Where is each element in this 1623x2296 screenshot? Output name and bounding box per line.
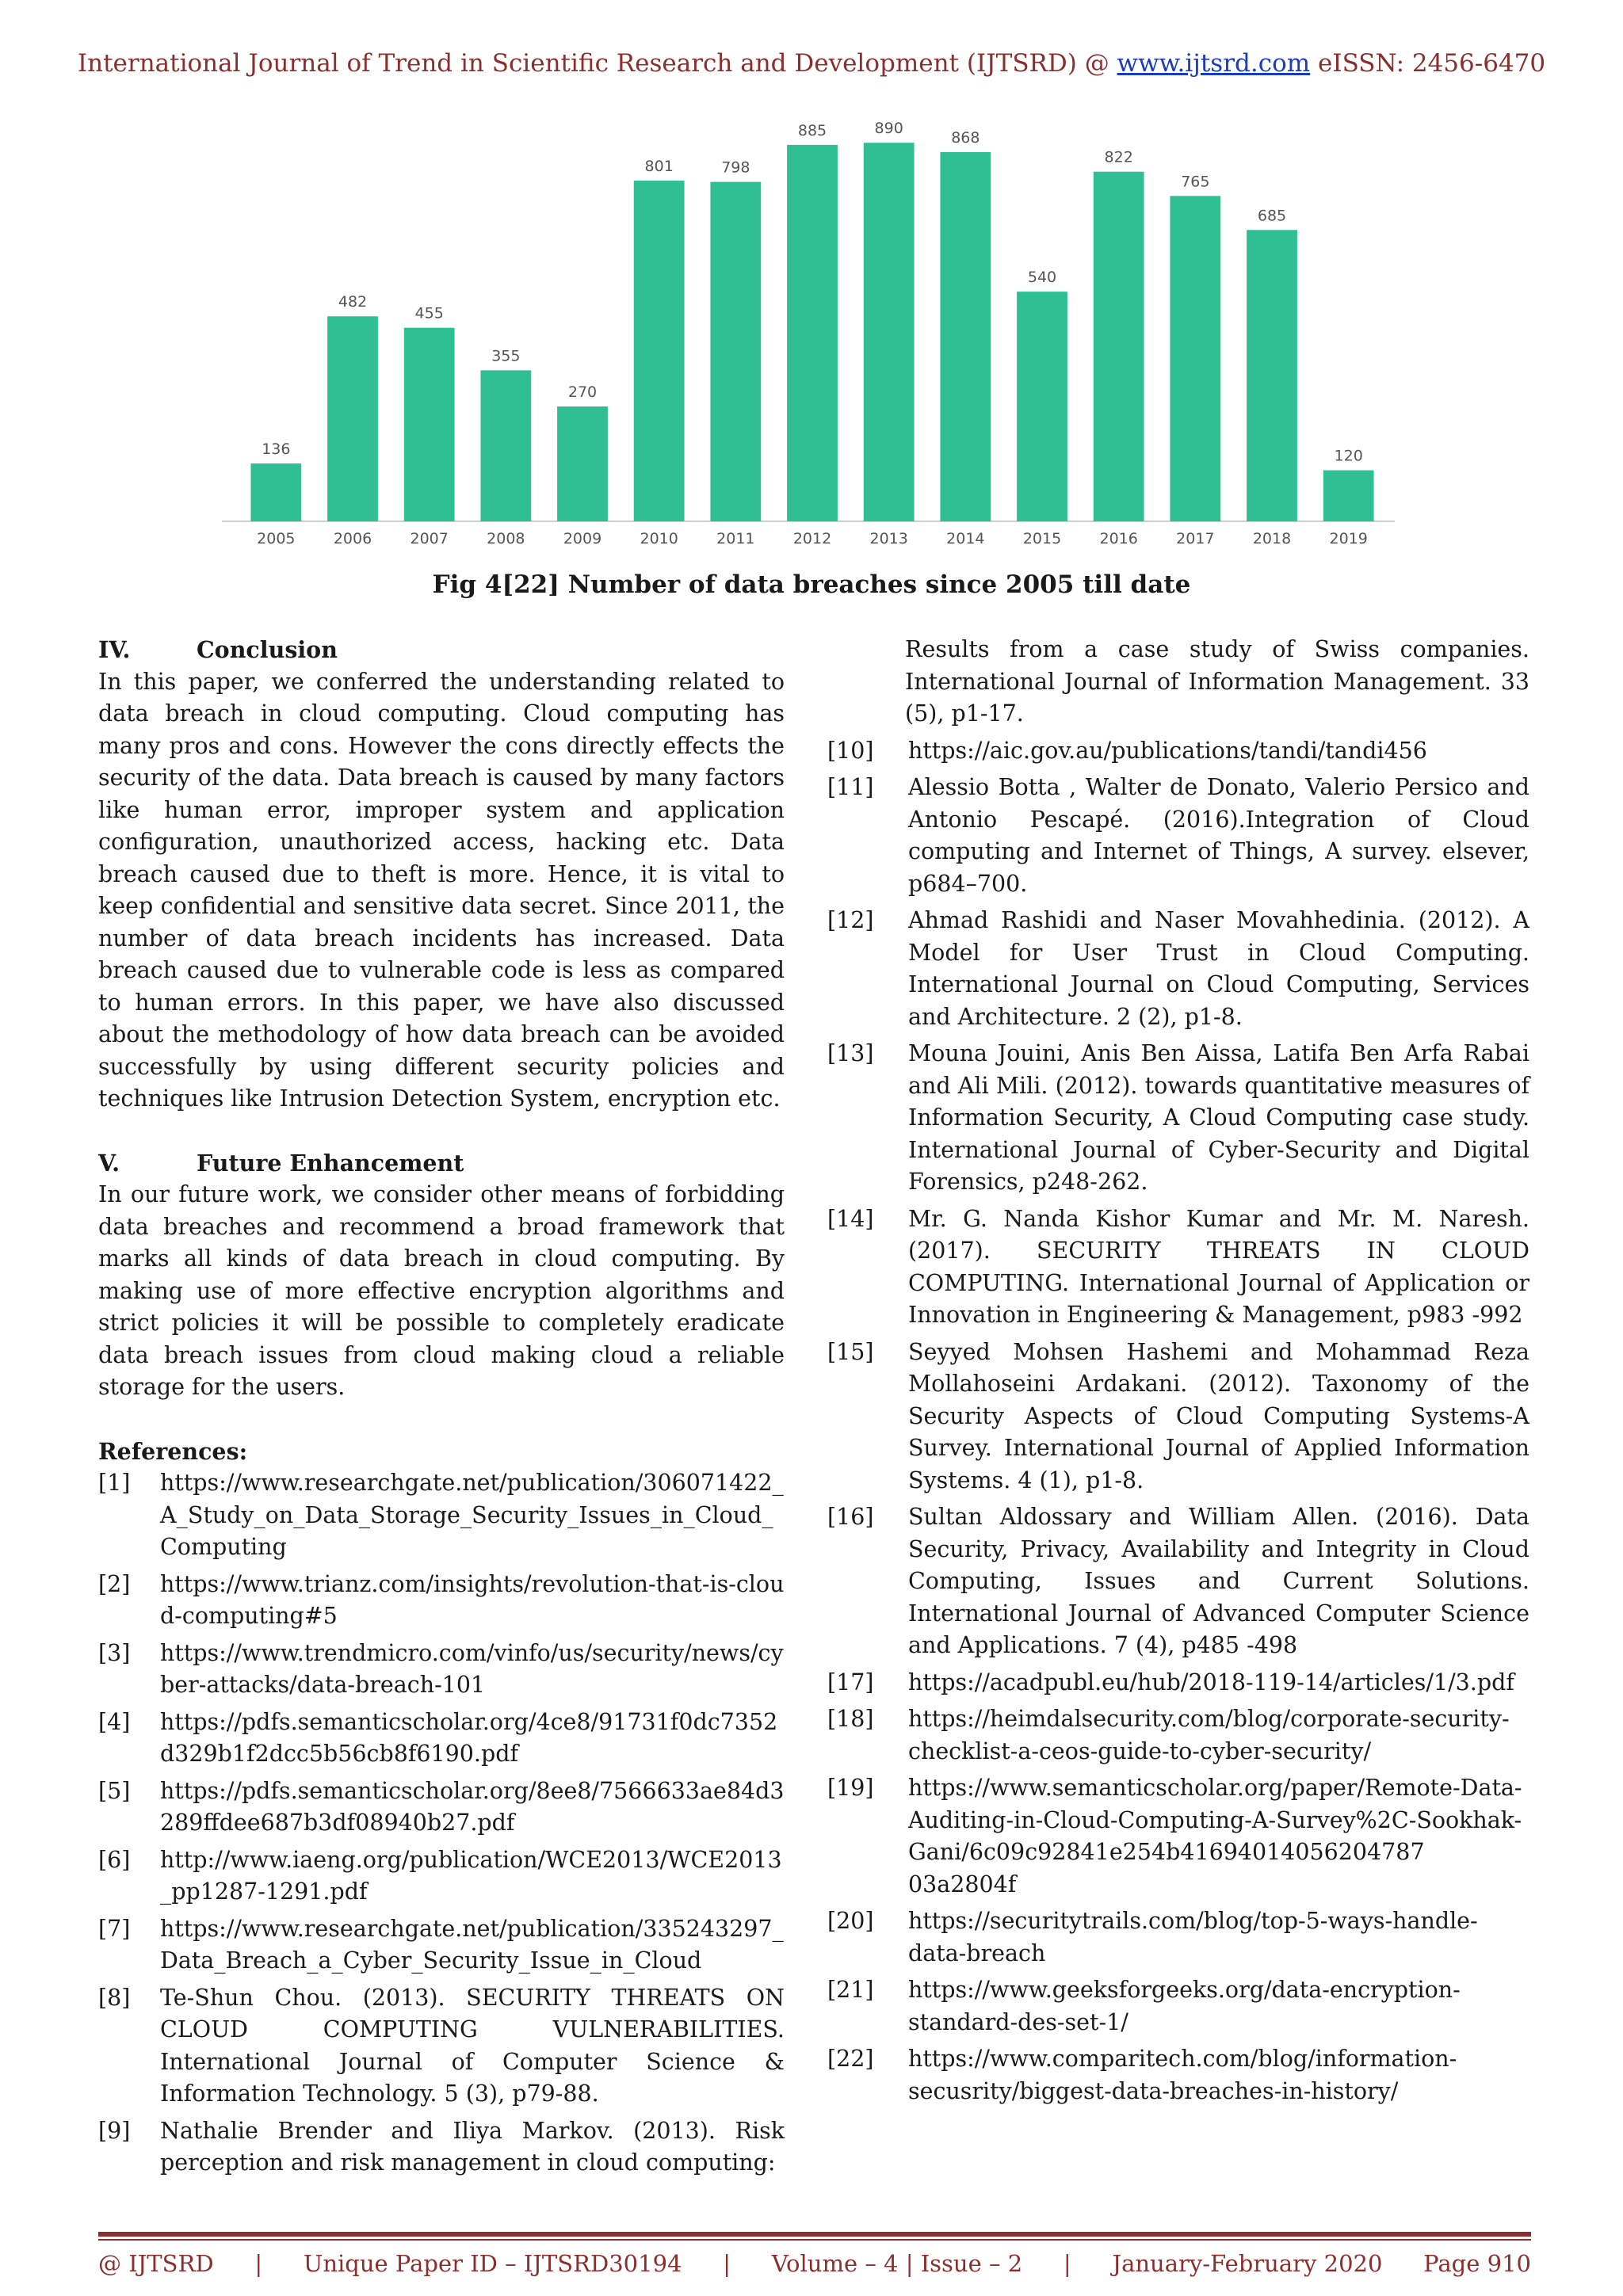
reference-text: Ahmad Rashidi and Naser Movahhedinia. (2012). A Model for User Trust in Cloud Computing. International Journal on Cloud Computing, Services and Architecture. 2 (2), p1-8. (908, 907, 1529, 1030)
conclusion-text: In this paper, we conferred the understanding related to data breach in cloud computing. Cloud computing has many pros and cons. However the cons directly effects the security of the data. Data breach is caused by many factors like human error, improper system and application configuration, unauthorized access, hacking etc. Data breach caused due to theft is more. Hence, it is vital to keep confidential and sensitive data secret. Since 2011, the number of data breach incidents has increased. Data breach caused due to vulnerable code is less as compared to human errors. In this paper, we have also discussed about the methodology of how data breach can be avoided successfully by using different security policies and techniques like Intrusion Detection System, encryption etc. (98, 668, 785, 1112)
references-list-right (824, 735, 1529, 2108)
reference-number: [6] (98, 1846, 131, 1873)
footer-separator: | (254, 2250, 263, 2277)
tick-label-2012: 2012 (792, 530, 832, 547)
reference-number: [13] (827, 1040, 874, 1066)
reference-number: [21] (827, 1977, 874, 2003)
tick-label-2005: 2005 (257, 530, 296, 547)
reference-number: [7] (98, 1915, 131, 1942)
value-label-2005: 136 (262, 440, 291, 458)
page-footer (98, 2250, 1531, 2277)
reference-item (98, 1844, 785, 1909)
reference-item (824, 772, 1529, 900)
bar-2019 (1323, 471, 1374, 521)
reference-number: [17] (827, 1669, 874, 1695)
reference-text[interactable]: https://www.trendmicro.com/vinfo/us/security/news/cyber-attacks/data-breach-101 (160, 1639, 784, 1698)
conclusion-title: Conclusion (197, 636, 338, 663)
reference-item (98, 1982, 785, 2111)
reference-text: Mr. G. Nanda Kishor Kumar and Mr. M. Naresh. (2017). SECURITY THREATS IN CLOUD COMPUTING. International Journal of Application or Innovation in Engineering & Management, p983 -992 (908, 1205, 1529, 1328)
footer-publisher: @ IJTSRD (98, 2250, 214, 2277)
value-label-2014: 868 (951, 129, 980, 147)
value-label-2013: 890 (874, 120, 903, 138)
value-label-2017: 765 (1181, 173, 1210, 191)
reference-number: [8] (98, 1984, 131, 2011)
header-prefix: International Journal of Trend in Scientific Research and Development (IJTSRD) @ (77, 49, 1117, 78)
reference-text[interactable]: https://www.researchgate.net/publication/335243297_Data_Breach_a_Cyber_Security_Issue_in_Cloud (160, 1915, 784, 1974)
reference-item (824, 905, 1529, 1033)
reference-number: [18] (827, 1706, 874, 1732)
reference-text[interactable]: https://www.researchgate.net/publication/306071422_A_Study_on_Data_Storage_Security_Issues_in_Cloud_Computing (160, 1470, 784, 1560)
journal-link[interactable]: www.ijtsrd.com (1117, 49, 1311, 78)
reference-9-continued: Results from a case study of Swiss companies. International Journal of Information Management. 33 (5), p1-17. (905, 636, 1529, 727)
bar-2009 (557, 406, 608, 521)
future-title: Future Enhancement (197, 1149, 464, 1177)
bar-2015 (1017, 292, 1067, 521)
tick-label-2019: 2019 (1329, 530, 1368, 547)
tick-label-2010: 2010 (640, 530, 678, 547)
value-label-2006: 482 (338, 293, 368, 311)
reference-text[interactable]: https://pdfs.semanticscholar.org/4ce8/91731f0dc7352d329b1f2dcc5b56cb8f6190.pdf (160, 1708, 778, 1767)
bar-2010 (634, 181, 685, 521)
reference-number: [20] (827, 1908, 874, 1934)
reference-number: [16] (827, 1504, 874, 1530)
reference-item (98, 1638, 785, 1702)
bar-2018 (1247, 230, 1297, 521)
tick-label-2014: 2014 (946, 530, 985, 547)
reference-item (824, 1501, 1529, 1662)
footer-date: January-February 2020 (1112, 2250, 1383, 2277)
conclusion-number: IV. (98, 636, 131, 663)
reference-number: [15] (827, 1338, 874, 1365)
value-label-2015: 540 (1027, 269, 1057, 287)
future-number: V. (98, 1149, 120, 1177)
value-label-2012: 885 (797, 121, 827, 139)
bar-2016 (1094, 172, 1144, 521)
value-label-2009: 270 (567, 383, 598, 402)
bar-2011 (710, 182, 761, 521)
reference-number: [10] (827, 737, 874, 764)
bar-2006 (327, 316, 378, 521)
footer-separator: | (1063, 2250, 1071, 2277)
reference-number: [5] (98, 1777, 131, 1804)
bar-2005 (250, 463, 301, 521)
reference-text: Sultan Aldossary and William Allen. (2016). Data Security, Privacy, Availability and Integrity in Cloud Computing, Issues and Current Solutions. International Journal of Advanced Computer Science and Applications. 7 (4), p485 -498 (908, 1504, 1529, 1658)
reference-text[interactable]: https://www.geeksforgeeks.org/data-encryption-standard-des-set-1/ (908, 1977, 1461, 2035)
figure-caption: Fig 4[22] Number of data breaches since 2005 till date (432, 570, 1191, 599)
left-column (98, 634, 785, 2184)
value-label-2007: 455 (414, 304, 444, 322)
reference-number: [12] (827, 907, 874, 933)
reference-number: [1] (98, 1470, 131, 1496)
conclusion-heading (98, 634, 785, 666)
tick-label-2008: 2008 (487, 530, 525, 547)
reference-text[interactable]: https://aic.gov.au/publications/tandi/tandi456 (908, 737, 1427, 764)
reference-item (824, 1772, 1529, 1901)
tick-label-2018: 2018 (1252, 530, 1292, 547)
reference-number: [19] (827, 1775, 874, 1801)
footer-rule (98, 2232, 1531, 2241)
bar-2017 (1170, 196, 1220, 521)
value-label-2008: 355 (491, 347, 521, 365)
journal-header (0, 49, 1623, 78)
reference-item (824, 1703, 1529, 1768)
reference-text[interactable]: https://www.semanticscholar.org/paper/Remote-Data-Auditing-in-Cloud-Computing-A-Survey%2C-Sookhak-Gani/6c09c92841e254b41694014056204787 03a2804f (908, 1775, 1522, 1897)
reference-number: [9] (98, 2117, 131, 2144)
future-heading (98, 1147, 785, 1180)
header-suffix: eISSN: 2456-6470 (1310, 49, 1546, 78)
reference-text[interactable]: https://www.comparitech.com/blog/information-secusrity/biggest-data-breaches-in-history/ (908, 2046, 1457, 2104)
reference-item (824, 2043, 1529, 2107)
tick-label-2017: 2017 (1176, 530, 1215, 547)
bar-2008 (480, 370, 531, 521)
reference-item (824, 1203, 1529, 1332)
reference-text[interactable]: https://acadpubl.eu/hub/2018-119-14/articles/1/3.pdf (908, 1669, 1514, 1695)
reference-number: [4] (98, 1708, 131, 1735)
value-label-2010: 801 (644, 157, 674, 175)
reference-text: Nathalie Brender and Iliya Markov. (2013). Risk perception and risk management in cloud computing: (160, 2117, 785, 2176)
tick-label-2016: 2016 (1099, 530, 1138, 547)
reference-item (98, 1569, 785, 1633)
value-label-2019: 120 (1334, 447, 1363, 465)
reference-item (98, 2115, 785, 2180)
bar-2012 (787, 145, 838, 521)
tick-label-2015: 2015 (1022, 530, 1062, 547)
reference-text[interactable]: https://pdfs.semanticscholar.org/8ee8/7566633ae84d3289ffdee687b3df08940b27.pdf (160, 1777, 785, 1836)
reference-number: [22] (827, 2046, 874, 2072)
reference-item (824, 1038, 1529, 1199)
reference-text: Alessio Botta , Walter de Donato, Valerio Persico and Antonio Pescapé. (2016).Integration of Cloud computing and Internet of Things, A survey. elsever, p684–700. (908, 774, 1529, 897)
reference-item (98, 1775, 785, 1840)
reference-text: Seyyed Mohsen Hashemi and Mohammad Reza Mollahoseini Ardakani. (2012). Taxonomy of the Security Aspects of Cloud Computing Systems-A Survey. International Journal of Applied Information Systems. 4 (1), p1-8. (908, 1338, 1529, 1493)
reference-text[interactable]: http://www.iaeng.org/publication/WCE2013/WCE2013_pp1287-1291.pdf (160, 1846, 782, 1905)
tick-label-2007: 2007 (410, 530, 449, 547)
reference-number: [11] (827, 774, 874, 800)
references-list-left (98, 1467, 785, 2180)
tick-label-2009: 2009 (563, 530, 602, 547)
value-label-2016: 822 (1104, 148, 1133, 166)
reference-item (824, 1974, 1529, 2039)
reference-text: Mouna Jouini, Anis Ben Aissa, Latifa Ben Arfa Rabai and Ali Mili. (2012). towards quantitative measures of Information Security, A Cloud Computing case study. International Journal of Cyber-Security and Digital Forensics, p248-262. (908, 1040, 1529, 1195)
footer-paper-id: Unique Paper ID – IJTSRD30194 (303, 2250, 682, 2277)
value-label-2011: 798 (721, 158, 750, 177)
reference-number: [14] (827, 1205, 874, 1232)
reference-text: Te-Shun Chou. (2013). SECURITY THREATS ON CLOUD COMPUTING VULNERABILITIES. International Journal of Computer Science & Information Technology. 5 (3), p79-88. (160, 1984, 785, 2107)
footer-page: Page 910 (1423, 2250, 1531, 2277)
reference-item (98, 1913, 785, 1978)
reference-item (824, 735, 1529, 768)
tick-label-2013: 2013 (869, 530, 908, 547)
tick-label-2011: 2011 (716, 530, 755, 547)
reference-item (98, 1707, 785, 1771)
reference-number: [3] (98, 1639, 131, 1666)
data-breaches-bar-chart (214, 101, 1419, 561)
reference-item (824, 1667, 1529, 1699)
bar-2007 (404, 328, 455, 521)
reference-item (98, 1467, 785, 1564)
footer-volume: Volume – 4 | Issue – 2 (771, 2250, 1023, 2277)
right-column (824, 634, 1529, 2112)
reference-text[interactable]: https://heimdalsecurity.com/blog/corporate-security-checklist-a-ceos-guide-to-cyber-security/ (908, 1706, 1510, 1764)
reference-number: [2] (98, 1570, 131, 1597)
reference-item (824, 1337, 1529, 1497)
reference-text[interactable]: https://securitytrails.com/blog/top-5-ways-handle-data-breach (908, 1908, 1478, 1966)
bar-2013 (864, 143, 915, 521)
references-heading: References: (98, 1437, 248, 1465)
bar-2014 (940, 152, 991, 521)
footer-separator: | (723, 2250, 731, 2277)
future-text: In our future work, we consider other means of forbidding data breaches and recommend a broad framework that marks all kinds of data breach in cloud computing. By making use of more effective encryption algorithms and strict policies it will be possible to completely eradicate data breach issues from cloud making cloud a reliable storage for the users. (98, 1181, 785, 1400)
tick-label-2006: 2006 (333, 530, 372, 547)
value-label-2018: 685 (1257, 207, 1287, 225)
reference-text[interactable]: https://www.trianz.com/insights/revolution-that-is-cloud-computing#5 (160, 1570, 785, 1629)
reference-item (824, 1905, 1529, 1970)
